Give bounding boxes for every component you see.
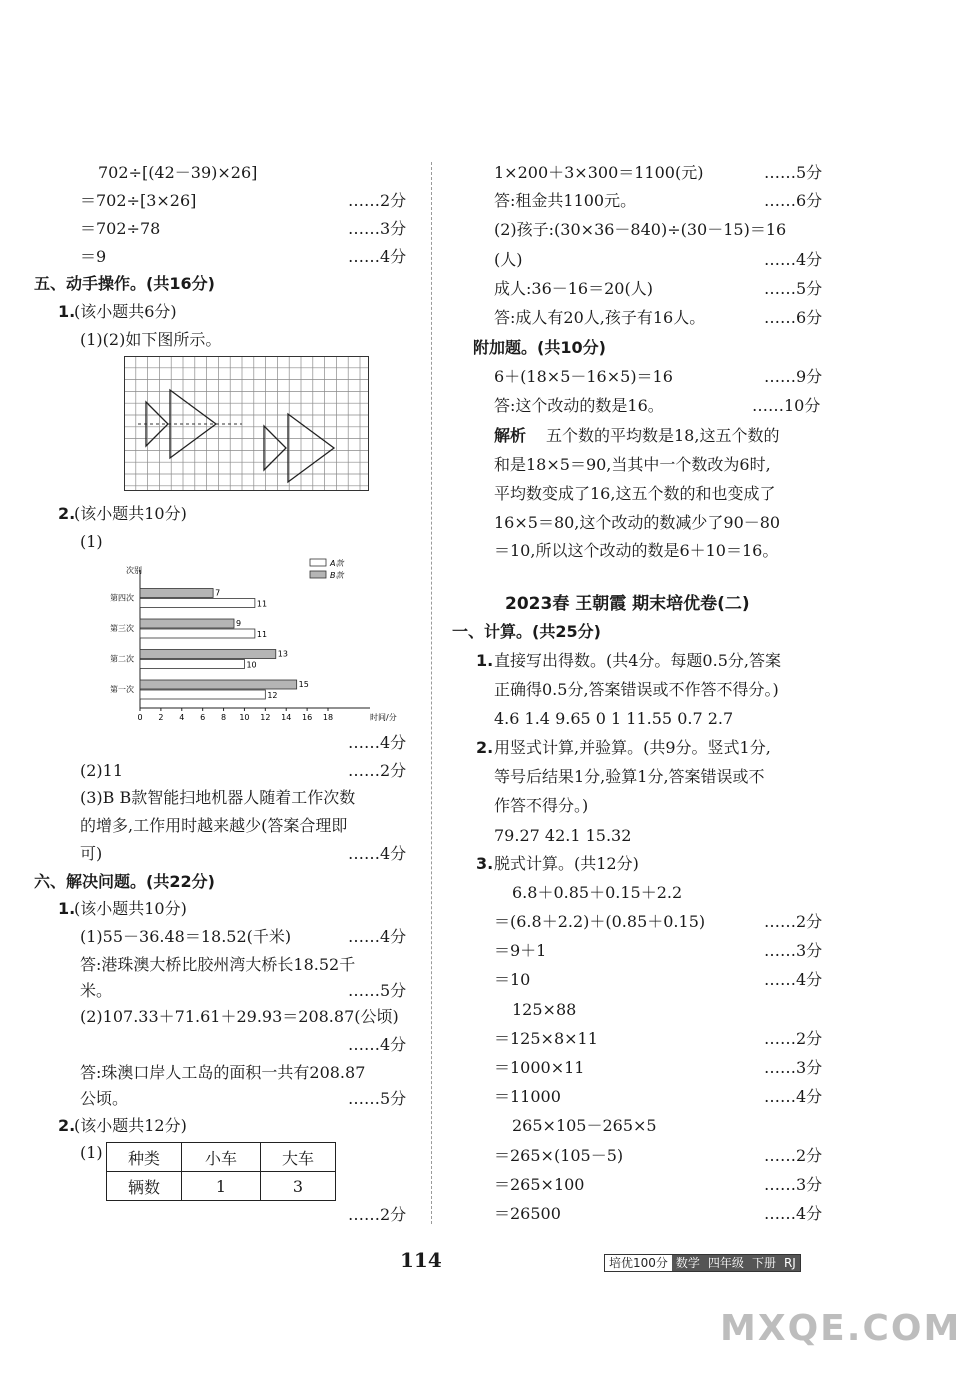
section-5-heading: 五、动手操作。(共16分): [34, 274, 215, 293]
score: ……4分: [764, 1087, 823, 1106]
badge-edition: RJ: [780, 1255, 800, 1271]
score: ……6分: [764, 191, 823, 210]
category-label: 第四次: [110, 593, 134, 603]
calc-line: ＝1000×11: [494, 1058, 585, 1077]
question-number: 1.: [58, 302, 76, 321]
score: ……4分: [348, 927, 407, 946]
bar-a: [140, 629, 255, 638]
answer-text: (人): [494, 250, 523, 269]
legend-swatch-b: [310, 571, 326, 578]
question-text: 正确得0.5分,答案错误或不作答不得分。): [494, 680, 779, 699]
answer-text: 的增多,工作用时越来越少(答案合理即: [80, 816, 348, 835]
grid-figure: [124, 356, 370, 492]
legend-label-a: A款: [330, 559, 344, 568]
score: ……5分: [348, 1089, 407, 1108]
x-tick-label: 6: [200, 713, 206, 722]
bar-b-label: 7: [215, 588, 221, 598]
score: ……5分: [764, 279, 823, 298]
analysis-text: ＝10,所以这个改动的数是6＋10＝16。: [494, 541, 779, 560]
calc-line: ＝11000: [494, 1087, 561, 1106]
question-text: 作答不得分。): [494, 796, 589, 815]
answer-text: 公顷。: [80, 1089, 129, 1108]
calc-line: 265×105－265×5: [512, 1116, 657, 1135]
bar-a: [140, 690, 265, 699]
score: ……4分: [348, 844, 407, 863]
score: ……2分: [348, 1205, 407, 1224]
calc-line: ＝9＋1: [494, 941, 547, 960]
x-tick-label: 2: [158, 713, 164, 722]
badge-series: 培优100分: [605, 1255, 672, 1271]
score: ……4分: [348, 247, 407, 266]
x-tick-label: 8: [221, 713, 227, 722]
bar-chart: [96, 556, 397, 726]
sub-question-label: (1): [80, 1143, 103, 1162]
series-badge: [604, 1254, 801, 1272]
bar-b-label: 9: [236, 619, 242, 628]
bar-a: [140, 599, 255, 608]
calc-line: ＝265×(105－5): [494, 1146, 624, 1165]
question-points: (该小题共12分): [74, 1116, 187, 1135]
table-row-label: 辆数: [107, 1172, 182, 1201]
question-text: 脱式计算。(共12分): [494, 854, 639, 873]
y-axis-label: 次别: [126, 566, 142, 575]
bar-a: [140, 660, 244, 669]
answer-text: 1×200＋3×300＝1100(元): [494, 163, 704, 182]
bar-a-label: 11: [256, 599, 268, 609]
table-header-cell: 大车: [261, 1143, 336, 1172]
score: ……4分: [764, 970, 823, 989]
x-tick-label: 18: [322, 713, 334, 722]
score: ……6分: [764, 308, 823, 327]
score: ……4分: [348, 733, 407, 752]
score: ……2分: [348, 761, 407, 780]
bar-b-label: 15: [298, 680, 309, 689]
vehicle-table: [106, 1142, 336, 1201]
small-triangle-2: [264, 426, 286, 470]
calc-line: ＝(6.8＋2.2)＋(0.85＋0.15): [494, 912, 706, 931]
score: ……4分: [764, 1204, 823, 1223]
x-tick-label: 0: [137, 713, 143, 722]
question-number: 1.: [58, 899, 76, 918]
answer-text: 答:珠澳口岸人工岛的面积一共有208.87: [80, 1063, 366, 1082]
calc-line: ＝26500: [494, 1204, 561, 1223]
bar-b: [140, 619, 234, 628]
calc-line: ＝125×8×11: [494, 1029, 598, 1048]
analysis-text: 16×5＝80,这个改动的数减少了90－80: [494, 513, 781, 532]
answer-text: (2)107.33＋71.61＋29.93＝208.87(公顷): [80, 1007, 399, 1026]
score: ……2分: [764, 1029, 823, 1048]
analysis-text: 五个数的平均数是18,这五个数的: [546, 426, 780, 445]
sub-question-label: (1): [80, 532, 103, 551]
bar-b: [140, 650, 276, 659]
answer-text: (3)B B款智能扫地机器人随着工作次数: [80, 788, 356, 807]
question-number: 2.: [58, 1116, 76, 1135]
question-points: (该小题共10分): [74, 899, 187, 918]
question-points: (该小题共10分): [74, 504, 187, 523]
category-label: 第一次: [110, 685, 134, 694]
question-text: 用竖式计算,并验算。(共9分。竖式1分,: [494, 738, 771, 757]
score: ……4分: [764, 250, 823, 269]
table-header-cell: 种类: [107, 1143, 182, 1172]
calc-line-1: 702÷[(42－39)×26]: [98, 163, 258, 182]
answer-text: 可): [80, 844, 103, 863]
score: ……5分: [764, 163, 823, 182]
calc-line-3: ＝702÷78: [80, 219, 161, 238]
x-tick-label: 14: [281, 713, 292, 722]
answer-text: 答:租金共1100元。: [494, 191, 637, 210]
answer-text: 答:这个改动的数是16。: [494, 396, 664, 415]
answer-text: 79.27 42.1 15.32: [494, 826, 632, 845]
legend-swatch-a: [310, 559, 326, 566]
bar-b: [140, 589, 213, 598]
legend-label-b: B款: [330, 571, 344, 580]
x-tick-label: 4: [179, 713, 185, 722]
watermark: MXQE.COM: [720, 1308, 961, 1349]
answer-text: 4.6 1.4 9.65 0 1 11.55 0.7 2.7: [494, 709, 734, 728]
answer-text: 答:成人有20人,孩子有16人。: [494, 308, 706, 327]
question-number: 3.: [476, 854, 494, 873]
score: ……2分: [764, 912, 823, 931]
calc-line: ＝265×100: [494, 1175, 585, 1194]
score: ……5分: [348, 981, 407, 1000]
x-tick-label: 10: [239, 713, 250, 722]
question-number: 2.: [476, 738, 494, 757]
section-1-heading: 一、计算。(共25分): [452, 622, 601, 641]
score: ……3分: [764, 1175, 823, 1194]
badge-grade: 四年级: [704, 1255, 748, 1271]
bar-a-label: 12: [267, 691, 278, 700]
bar-a-label: 10: [246, 660, 257, 670]
score: ……4分: [348, 1035, 407, 1054]
calc-line: 6.8＋0.85＋0.15＋2.2: [512, 883, 683, 902]
question-number: 2.: [58, 504, 76, 523]
answer-text: 答:港珠澳大桥比胶州湾大桥长18.52千: [80, 955, 356, 974]
table-header-cell: 小车: [182, 1143, 261, 1172]
analysis-text: 和是18×5＝90,当其中一个数改为6时,: [494, 455, 771, 474]
bar-b: [140, 680, 297, 689]
question-points: (该小题共6分): [74, 302, 177, 321]
answer-text: (2)11: [80, 761, 124, 780]
x-axis-label: 时间/分: [370, 713, 397, 722]
large-triangle-2: [288, 414, 334, 482]
exam-title: 2023春 王朝霞 期末培优卷(二): [505, 594, 750, 614]
column-divider: [431, 162, 432, 1224]
answer-text: 米。: [80, 981, 113, 1000]
score: ……2分: [348, 191, 407, 210]
score: ……10分: [752, 396, 821, 415]
category-label: 第二次: [110, 654, 134, 664]
question-text: 等号后结果1分,验算1分,答案错误或不: [494, 767, 765, 786]
category-label: 第三次: [110, 624, 134, 633]
badge-volume: 下册: [748, 1255, 780, 1271]
table-cell: 3: [261, 1172, 336, 1201]
score: ……3分: [764, 1058, 823, 1077]
section-6-heading: 六、解决问题。(共22分): [34, 872, 215, 891]
calc-line: 125×88: [512, 1000, 577, 1019]
extra-question-heading: 附加题。(共10分): [473, 338, 606, 357]
question-text: 直接写出得数。(共4分。每题0.5分,答案: [494, 651, 781, 670]
answer-text: 成人:36－16＝20(人): [494, 279, 653, 298]
bar-a-label: 11: [256, 630, 268, 639]
answer-text: (1)55－36.48＝18.52(千米): [80, 927, 292, 946]
calc-line-2: ＝702÷[3×26]: [80, 191, 197, 210]
score: ……9分: [764, 367, 823, 386]
answer-text: 6＋(18×5－16×5)＝16: [494, 367, 673, 386]
x-tick-label: 12: [260, 713, 271, 722]
score: ……3分: [764, 941, 823, 960]
bar-b-label: 13: [277, 649, 288, 659]
answer-text: (1)(2)如下图所示。: [80, 330, 222, 349]
page-number: 114: [400, 1248, 442, 1272]
question-number: 1.: [476, 651, 494, 670]
analysis-text: 平均数变成了16,这五个数的和也变成了: [494, 484, 776, 503]
score: ……3分: [348, 219, 407, 238]
table-cell: 1: [182, 1172, 261, 1201]
x-tick-label: 16: [302, 713, 313, 722]
analysis-label: 解析: [494, 426, 527, 445]
calc-line: ＝10: [494, 970, 531, 989]
calc-line-4: ＝9: [80, 247, 107, 266]
badge-subject: 数学: [672, 1255, 704, 1271]
answer-text: (2)孩子:(30×36－840)÷(30－15)＝16: [494, 220, 787, 239]
score: ……2分: [764, 1146, 823, 1165]
